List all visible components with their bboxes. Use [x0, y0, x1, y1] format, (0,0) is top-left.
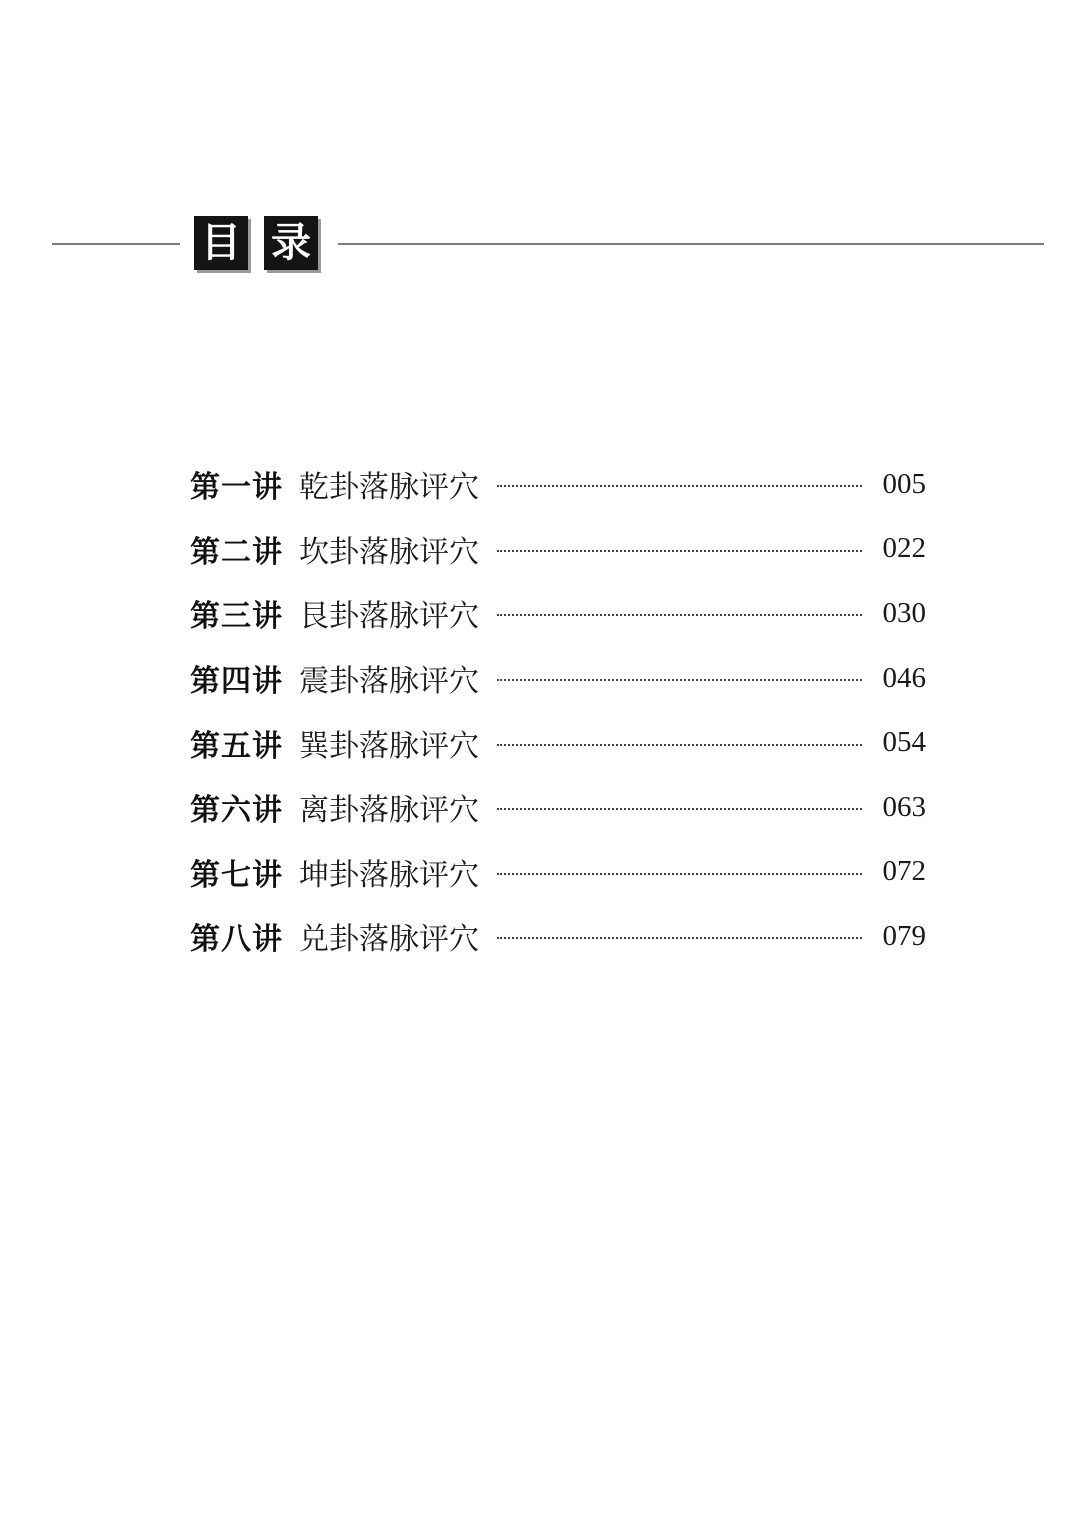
toc-entry-title: 坤卦落脉评穴: [299, 857, 479, 893]
toc-lecture-number: 第一讲: [190, 470, 283, 506]
toc-entry-title: 离卦落脉评穴: [299, 793, 479, 829]
title-char-lu: 录: [264, 216, 318, 270]
dot-leader: [497, 550, 862, 552]
toc-entry-title: 震卦落脉评穴: [299, 664, 479, 700]
toc-entry-title: 艮卦落脉评穴: [299, 599, 479, 635]
toc-lecture-number: 第三讲: [190, 599, 283, 635]
toc-lecture-number: 第七讲: [190, 857, 283, 893]
toc-lecture-number: 第六讲: [190, 793, 283, 829]
toc-page-number: 030: [882, 596, 926, 629]
toc-entry[interactable]: [190, 517, 926, 582]
toc-page-number: 054: [882, 726, 926, 759]
dot-leader: [497, 485, 862, 487]
toc-entry[interactable]: [190, 710, 926, 775]
toc-lecture-number: 第五讲: [190, 728, 283, 764]
title-char-mu: 目: [194, 216, 248, 270]
dot-leader: [497, 614, 862, 616]
toc-entry-title: 巽卦落脉评穴: [299, 728, 479, 764]
dot-leader: [497, 873, 862, 875]
toc-page-number: 022: [882, 532, 926, 565]
toc-page-number: 079: [882, 919, 926, 952]
dot-leader: [497, 679, 862, 681]
dot-leader: [497, 744, 862, 746]
toc-entry[interactable]: [190, 775, 926, 840]
dot-leader: [497, 808, 862, 810]
toc-entry[interactable]: [190, 581, 926, 646]
dot-leader: [497, 937, 862, 939]
toc-entry[interactable]: [190, 452, 926, 517]
toc-lecture-number: 第四讲: [190, 664, 283, 700]
toc-page-number: 072: [882, 855, 926, 888]
toc-lecture-number: 第二讲: [190, 534, 283, 570]
toc-lecture-number: 第八讲: [190, 922, 283, 958]
table-of-contents: [190, 452, 926, 969]
toc-entry[interactable]: [190, 904, 926, 969]
toc-entry-title: 乾卦落脉评穴: [299, 470, 479, 506]
toc-page-number: 046: [882, 661, 926, 694]
toc-page-number: 005: [882, 467, 926, 500]
header-rule-right: [338, 243, 1044, 245]
toc-page-number: 063: [882, 790, 926, 823]
toc-entry[interactable]: [190, 840, 926, 905]
toc-entry-title: 坎卦落脉评穴: [299, 534, 479, 570]
toc-entry[interactable]: [190, 646, 926, 711]
toc-entry-title: 兑卦落脉评穴: [299, 922, 479, 958]
header-rule-left: [52, 243, 180, 245]
